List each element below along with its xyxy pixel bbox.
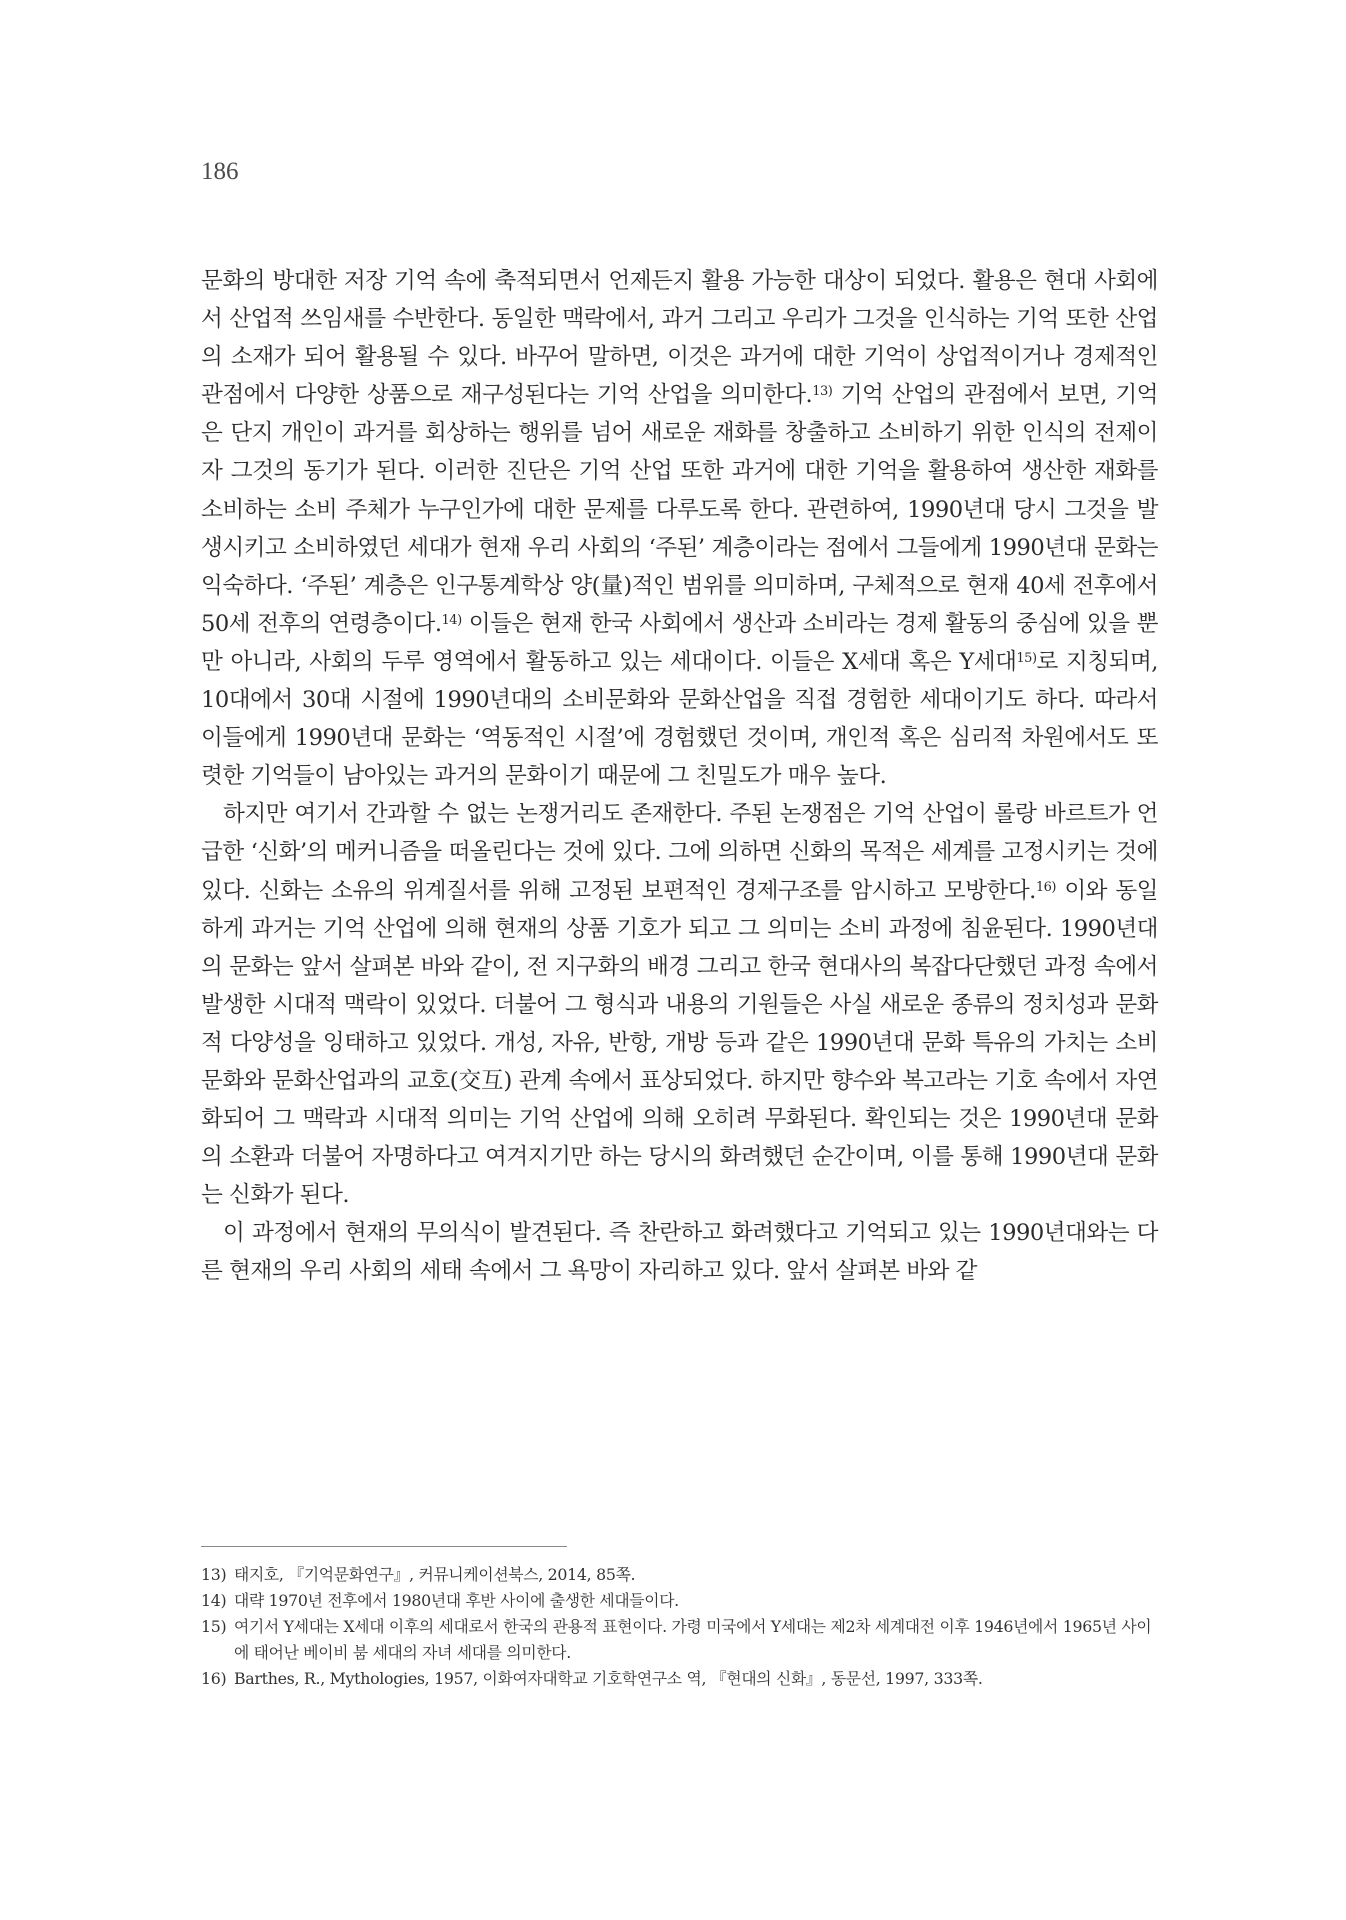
page-number: 186 xyxy=(201,158,239,185)
footnote xyxy=(201,1614,1161,1666)
footnote-number: 13) xyxy=(201,1565,227,1584)
paragraph-text: 하지만 여기서 간과할 수 없는 논쟁거리도 존재한다. 주된 논쟁점은 기억 산업이 롤랑 바르트가 언급한 ‘신화’의 메커니즘을 떠올린다는 것에 있다. 그에 의하면 신화의 목적은 세계를 고정시키는 것에 있다. 신화는 소유의 위계질서를 위해 고정된 보편적인 경제구조를 암시하고 모방한다. xyxy=(201,801,1158,904)
body-text xyxy=(201,262,1158,1291)
footnote-number: 16) xyxy=(201,1669,227,1688)
footnote xyxy=(201,1562,1161,1588)
footnote-text: 대략 1970년 전후에서 1980년대 후반 사이에 출생한 세대들이다. xyxy=(234,1591,679,1610)
footnote-reference: 14) xyxy=(441,612,462,628)
footnote-reference: 16) xyxy=(1035,879,1056,895)
footnote-number: 15) xyxy=(201,1617,227,1636)
paragraph-text: 로 지칭되며, 10대에서 30대 시절에 1990년대의 소비문화와 문화산업을 직접 경험한 세대이기도 하다. 따라서 이들에게 1990년대 문화는 ‘역동적인 시절’에 경험했던 것이며, 개인적 혹은 심리적 차원에서도 또렷한 기억들이 남아있는 과거의 문화이기 때문에 그 친밀도가 매우 높다. xyxy=(201,648,1158,790)
paragraph-text: 기억 산업의 관점에서 보면, 기억은 단지 개인이 과거를 회상하는 행위를 넘어 새로운 재화를 창출하고 소비하기 위한 인식의 전제이자 그것의 동기가 된다. 이러한 진단은 기억 산업 또한 과거에 대한 기억을 활용하여 생산한 재화를 소비하는 소비 주체가 누구인가에 대한 문제를 다루도록 한다. 관련하여, 1990년대 당시 그것을 발생시키고 소비하였던 세대가 현재 우리 사회의 ‘주된’ 계층이라는 점에서 그들에게 1990년대 문화는 익숙하다. ‘주된’ 계층은 인구통계학상 양(量)적인 범위를 의미하며, 구체적으로 현재 40세 전후에서 50세 전후의 연령층이다. xyxy=(201,382,1158,637)
footnote-text: Barthes, R., Mythologies, 1957, 이화여자대학교 기호학연구소 역, 『현대의 신화』, 동문선, 1997, 333쪽. xyxy=(234,1669,983,1688)
body-paragraph xyxy=(201,1214,1158,1290)
paragraph-text: 이들은 현재 한국 사회에서 생산과 소비라는 경제 활동의 중심에 있을 뿐만 아니라, 사회의 두루 영역에서 활동하고 있는 세대이다. 이들은 X세대 혹은 Y세대 xyxy=(201,610,1158,675)
footnote-reference: 15) xyxy=(1016,650,1037,666)
footnote xyxy=(201,1666,1161,1692)
paragraph-text: 문화의 방대한 저장 기억 속에 축적되면서 언제든지 활용 가능한 대상이 되었다. 활용은 현대 사회에서 산업적 쓰임새를 수반한다. 동일한 맥락에서, 과거 그리고 우리가 그것을 인식하는 기억 또한 산업의 소재가 되어 활용될 수 있다. 바꾸어 말하면, 이것은 과거에 대한 기억이 상업적이거나 경제적인 관점에서 다양한 상품으로 재구성된다는 기억 산업을 의미한다. xyxy=(201,268,1158,409)
paragraph-text: 이 과정에서 현재의 무의식이 발견된다. 즉 찬란하고 화려했다고 기억되고 있는 1990년대와는 다른 현재의 우리 사회의 세태 속에서 그 욕망이 자리하고 있다. 앞서 살펴본 바와 같 xyxy=(201,1220,1158,1285)
footnotes xyxy=(201,1562,1161,1692)
body-paragraph xyxy=(201,795,1158,1214)
footnote-divider xyxy=(201,1546,567,1547)
footnote xyxy=(201,1588,1161,1614)
footnote-reference: 13) xyxy=(812,384,833,400)
body-paragraph xyxy=(201,262,1158,795)
footnote-text: 태지호, 『기억문화연구』, 커뮤니케이션북스, 2014, 85쪽. xyxy=(234,1565,636,1584)
footnote-text: 여기서 Y세대는 X세대 이후의 세대로서 한국의 관용적 표현이다. 가령 미국에서 Y세대는 제2차 세계대전 이후 1946년에서 1965년 사이에 태어난 베이비 붐 세대의 자녀 세대를 의미한다. xyxy=(234,1617,1152,1662)
footnote-number: 14) xyxy=(201,1591,227,1610)
paragraph-text: 이와 동일하게 과거는 기억 산업에 의해 현재의 상품 기호가 되고 그 의미는 소비 과정에 침윤된다. 1990년대의 문화는 앞서 살펴본 바와 같이, 전 지구화의 배경 그리고 한국 현대사의 복잡다단했던 과정 속에서 발생한 시대적 맥락이 있었다. 더불어 그 형식과 내용의 기원들은 사실 새로운 종류의 정치성과 문화적 다양성을 잉태하고 있었다. 개성, 자유, 반항, 개방 등과 같은 1990년대 문화 특유의 가치는 소비문화와 문화산업과의 교호(交互) 관계 속에서 표상되었다. 하지만 향수와 복고라는 기호 속에서 자연화되어 그 맥락과 시대적 의미는 기억 산업에 의해 오히려 무화된다. 확인되는 것은 1990년대 문화의 소환과 더불어 자명하다고 여겨지기만 하는 당시의 화려했던 순간이며, 이를 통해 1990년대 문화는 신화가 된다. xyxy=(201,877,1158,1209)
